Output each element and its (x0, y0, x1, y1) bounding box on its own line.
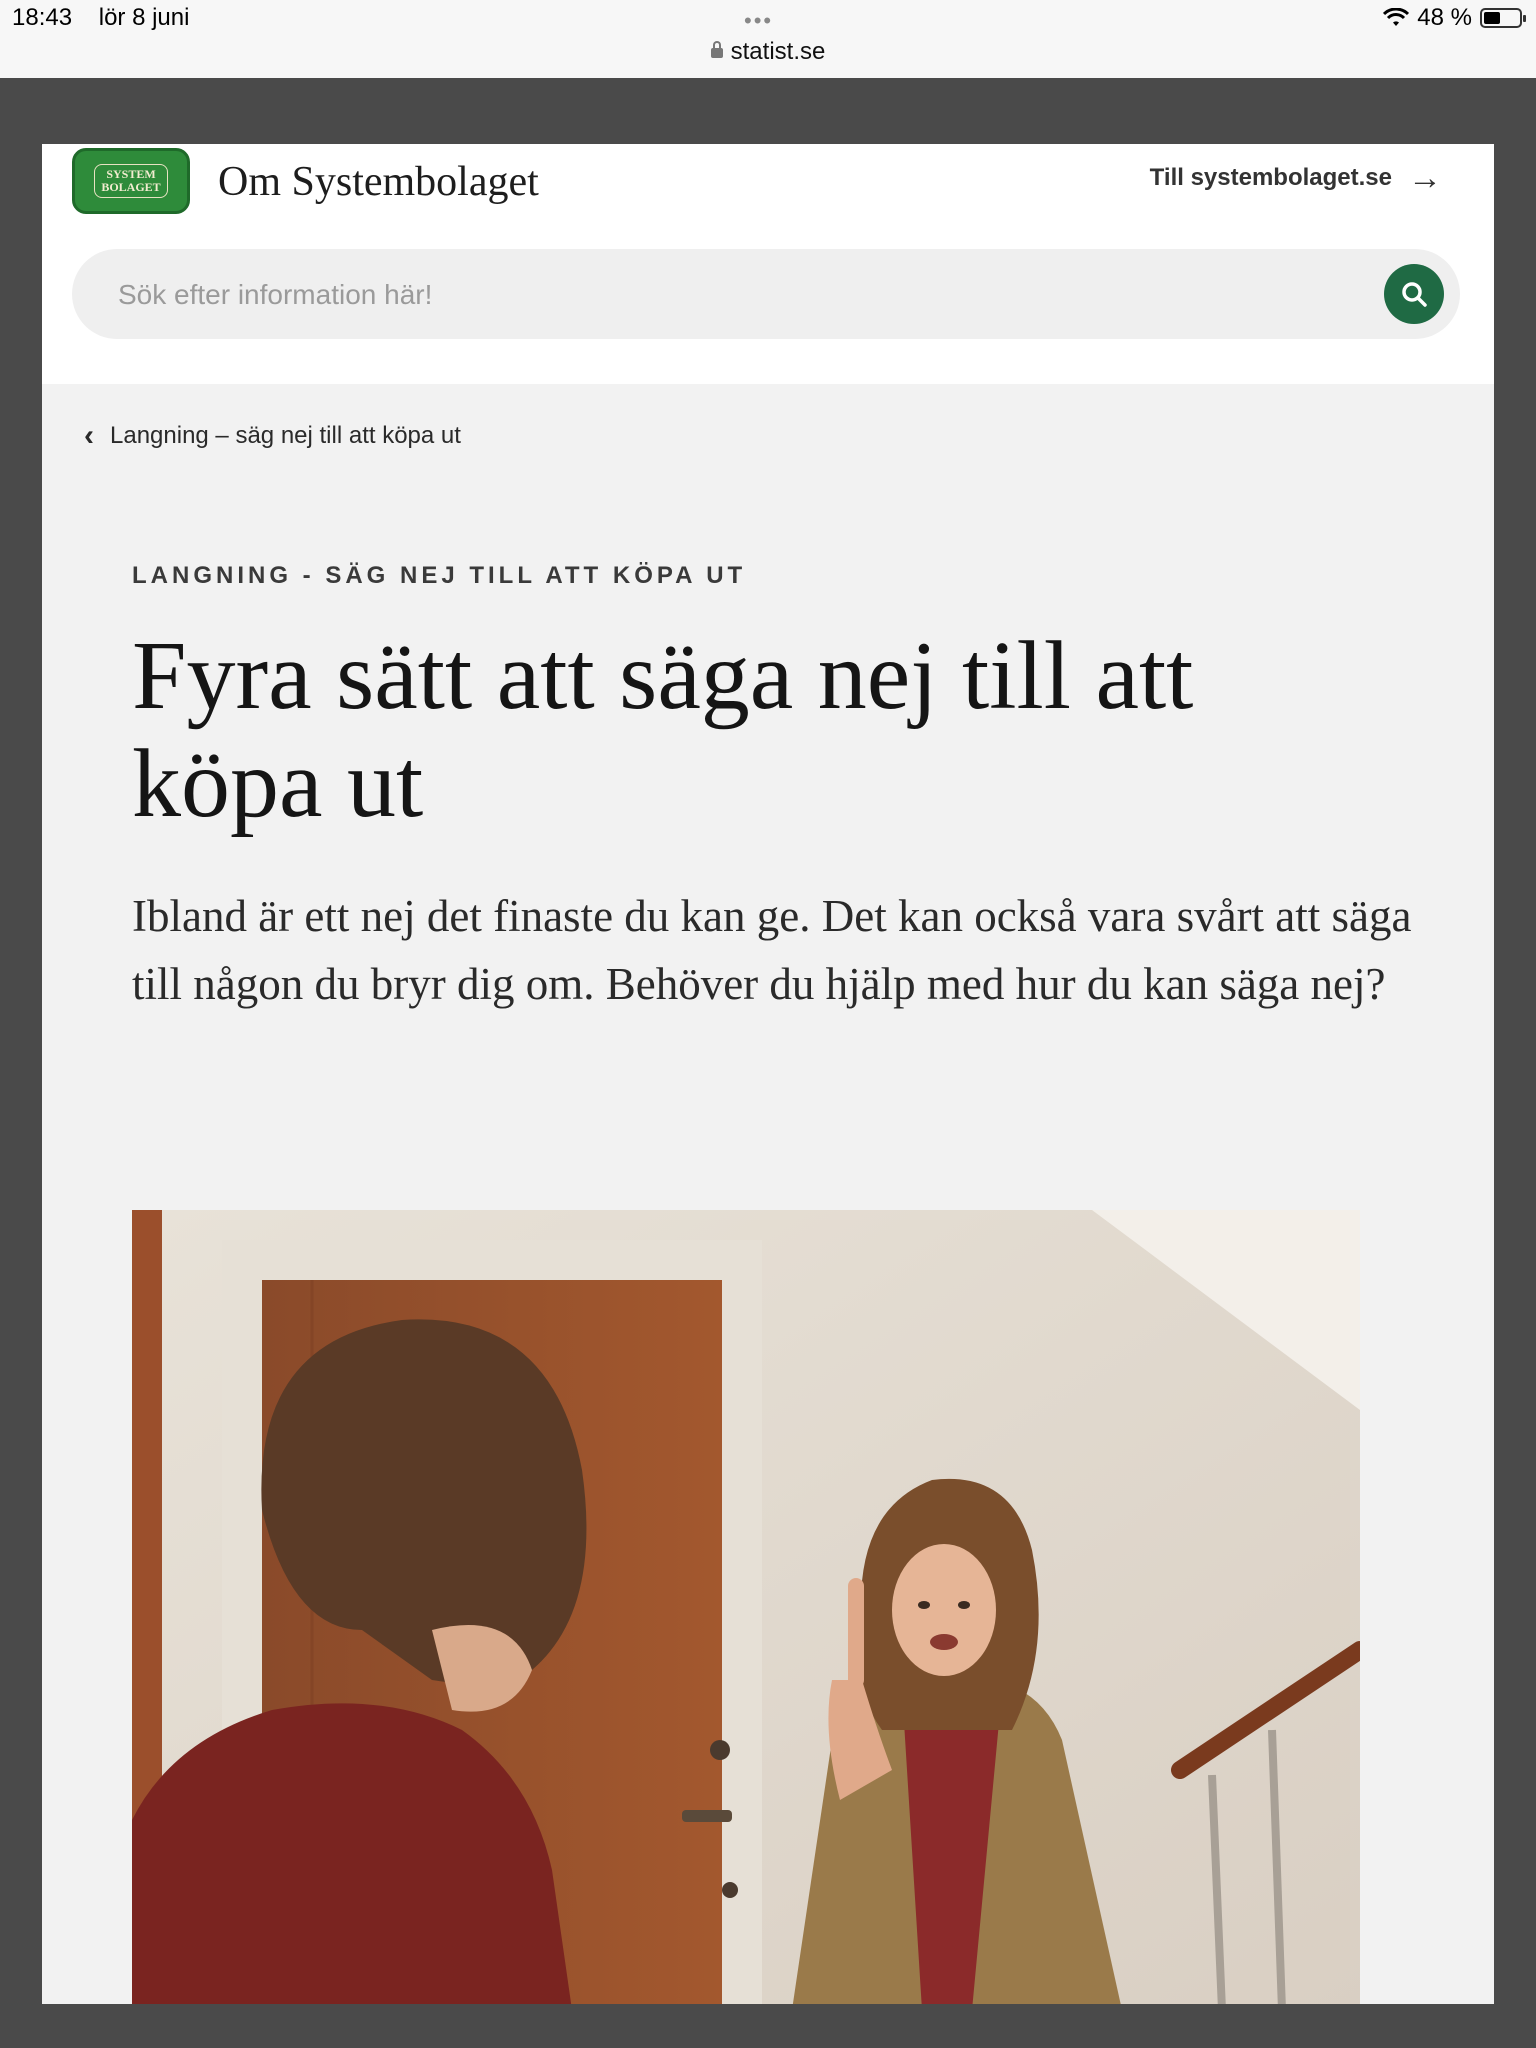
search-bar (72, 249, 1460, 339)
search-button[interactable] (1384, 264, 1444, 324)
lock-icon (711, 48, 723, 58)
arrow-right-icon: → (1408, 159, 1442, 197)
site-header (42, 144, 1494, 384)
breadcrumb[interactable] (84, 419, 461, 452)
status-bar (0, 0, 1536, 78)
status-time (12, 4, 189, 32)
article-lead: Ibland är ett nej det finaste du kan ge. Det kan också vara svårt att säga till någon du bryr dig om. Behöver du hjälp med hur du kan säga nej? (132, 891, 1412, 1009)
site-title[interactable]: Om Systembolaget (218, 159, 539, 205)
breadcrumb-label: Langning – säg nej till att köpa ut (110, 422, 461, 449)
battery-percent: 48 % (1417, 4, 1472, 31)
address-bar[interactable] (0, 38, 1536, 66)
logo-line-2: BOLAGET (101, 180, 161, 194)
search-input[interactable] (116, 249, 1320, 341)
article-headline: Fyra sätt att säga nej till att köpa ut (132, 622, 1194, 838)
chevron-left-icon: ‹ (84, 419, 94, 452)
multitasking-dots-icon[interactable]: ••• (744, 8, 774, 33)
search-icon (1400, 280, 1428, 308)
wifi-icon (1383, 8, 1409, 28)
logo-line-1: SYSTEM (106, 167, 156, 181)
logo-mark (94, 164, 167, 198)
article-kicker: LANGNING - SÄG NEJ TILL ATT KÖPA UT (132, 562, 747, 589)
external-site-link[interactable] (1149, 159, 1442, 197)
battery-icon (1480, 8, 1522, 28)
url-text: statist.se (730, 38, 826, 65)
status-indicators (1383, 4, 1522, 32)
status-date: lör 8 juni (98, 4, 190, 31)
hero-illustration (132, 1210, 1360, 2004)
modal (42, 144, 1494, 2004)
external-link-label: Till systembolaget.se (1149, 164, 1392, 191)
status-clock: 18:43 (12, 4, 73, 31)
systembolaget-logo[interactable] (72, 148, 190, 214)
battery-fill (1484, 12, 1500, 24)
article-hero-image (132, 1210, 1360, 2004)
